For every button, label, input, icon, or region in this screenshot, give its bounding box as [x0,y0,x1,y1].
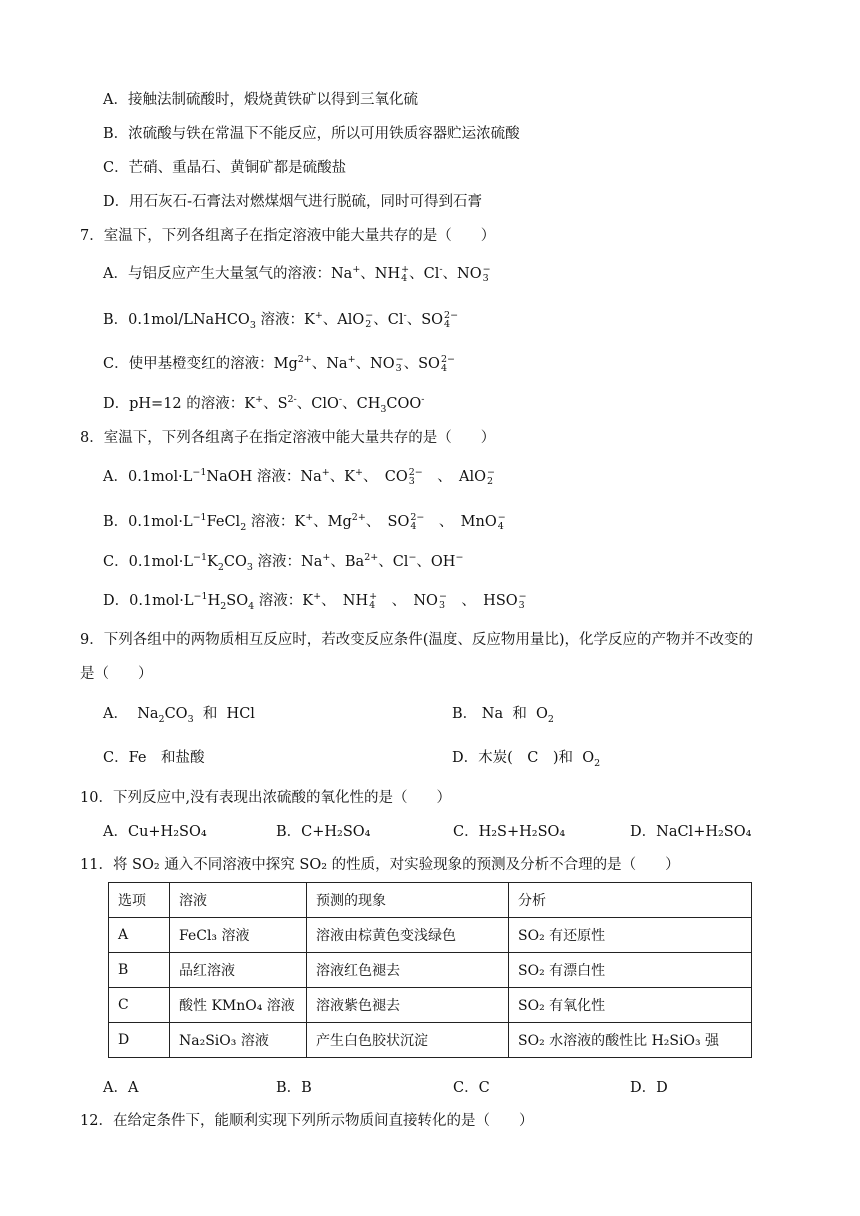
table-row [109,988,752,1023]
q11-table [108,882,752,1058]
q7-option-d-text: D．pH=12 的溶液：K [103,396,256,412]
table-cell: C [109,988,170,1023]
table-cell: FeCl₃ 溶液 [170,918,307,953]
q11-option-a: A．A [103,1080,139,1096]
q9-option-d: D．木炭( C )和 $O_2$ [452,750,601,769]
q8-stem: 8．室温下，下列各组离子在指定溶液中能大量共存的是（ ） [80,430,496,446]
q7-option-b: B．0.1mol/LNaHCO$_3$ 溶液：K+、AlO − 2 、Cl-、SO 2− 4 [103,310,459,331]
q7-stem: 7．室温下，下列各组离子在指定溶液中能大量共存的是（ ） [80,228,496,244]
table-cell: 产生白色胶状沉淀 [307,1023,509,1058]
q10-option-c: C．H₂S+H₂SO₄ [453,824,566,840]
table-cell: SO₂ 有氧化性 [509,988,752,1023]
table-cell: D [109,1023,170,1058]
table-cell: B [109,953,170,988]
q7-option-b-text: B．0.1mol/LNaHCO [103,312,250,328]
q9-option-b: B． Na 和 $O_2$ [452,706,554,725]
q7-option-d: D．pH=12 的溶液：K+、$S^{2-}$、ClO-、$CH_3COO^-$ [103,394,425,415]
table-cell: 品红溶液 [170,953,307,988]
table-cell: SO₂ 有还原性 [509,918,752,953]
q6-option-d: D．用石灰石-石膏法对燃煤烟气进行脱硫，同时可得到石膏 [103,194,483,210]
q8-option-d: D．$0.1mol\cdot L^{-1}H_2SO_4$ 溶液：K+、 NH + 4 、 NO − 3 、 HSO − 3 [103,591,527,612]
table-cell: SO₂ 有漂白性 [509,953,752,988]
table-row [109,1023,752,1058]
table-row [109,918,752,953]
q11-option-b: B．B [276,1080,312,1096]
table-cell: 溶液紫色褪去 [307,988,509,1023]
table-cell: 溶液红色褪去 [307,953,509,988]
q8-option-c-text: C．0.1mol·L [103,554,194,570]
q11-stem: 11．将 SO₂ 通入不同溶液中探究 SO₂ 的性质，对实验现象的预测及分析不合理的是（ ） [80,857,680,873]
q8-option-d-text: D．0.1mol·L [103,593,194,609]
table-cell: 溶液由棕黄色变浅绿色 [307,918,509,953]
table-cell: A [109,918,170,953]
q7-option-c: C．使甲基橙变红的溶液：$Mg^{2+}$、Na+、NO − 3 、SO 2− 4 [103,354,455,374]
q10-stem: 10．下列反应中,没有表现出浓硫酸的氧化性的是（ ） [80,790,452,806]
q8-option-c: C．$0.1mol\cdot L^{-1}K_2CO_3$ 溶液：Na+、$Ba^{2+}$、Cl−、OH− [103,552,464,573]
q9-stem-line2: 是（ ） [80,666,153,682]
q11-option-c: C．C [453,1080,490,1096]
q10-option-a: A．Cu+H₂SO₄ [103,824,207,840]
q6-option-b: B．浓硫酸与铁在常温下不能反应，所以可用铁质容器贮运浓硫酸 [103,126,520,142]
table-row [109,953,752,988]
q10-option-d: D．NaCl+H₂SO₄ [630,824,752,840]
table-header-cell: 选项 [109,883,170,918]
q7-option-a: A．与铝反应产生大量氢气的溶液：Na+、NH + 4 、Cl-、NO − 3 [103,264,491,284]
q11-option-d: D．D [630,1080,668,1096]
q8-option-b: B．$0.1mol\cdot L^{-1}FeCl_2$ 溶液：K+、$Mg^{2+}$、 SO 2− 4 、 MnO − 4 [103,512,506,533]
q9-option-d-text: D．木炭( C )和 [452,750,574,766]
table-header-cell: 预测的现象 [307,883,509,918]
q9-option-c: C．Fe 和盐酸 [103,750,205,766]
q9-option-a: A． $Na_2CO_3$ 和 HCl [103,706,255,725]
q8-option-b-text: B．0.1mol·L [103,514,193,530]
q8-option-a: A．$0.1mol\cdot L^{-1}NaOH$ 溶液：Na+、K+、 CO 2− 3 、 AlO − 2 [103,467,495,487]
table-cell: 酸性 KMnO₄ 溶液 [170,988,307,1023]
q12-stem: 12．在给定条件下，能顺利实现下列所示物质间直接转化的是（ ） [80,1113,534,1129]
table-header-cell: 分析 [509,883,752,918]
table-header-cell: 溶液 [170,883,307,918]
q10-option-b: B．C+H₂SO₄ [276,824,371,840]
q7-option-c-text: C．使甲基橙变红的溶液：Mg [103,356,298,372]
q6-option-c: C．芒硝、重晶石、黄铜矿都是硫酸盐 [103,160,347,176]
q9-stem-line1: 9．下列各组中的两物质相互反应时，若改变反应条件(温度、反应物用量比)，化学反应的产物并不改变的 [80,632,754,648]
q7-option-a-text: A．与铝反应产生大量氢气的溶液：Na [103,266,353,282]
table-cell: SO₂ 水溶液的酸性比 H₂SiO₃ 强 [509,1023,752,1058]
table-header-row [109,883,752,918]
q6-option-a: A．接触法制硫酸时，煅烧黄铁矿以得到三氧化硫 [103,92,418,108]
table-cell: Na₂SiO₃ 溶液 [170,1023,307,1058]
q8-option-a-text: A．0.1mol·L [103,469,193,485]
